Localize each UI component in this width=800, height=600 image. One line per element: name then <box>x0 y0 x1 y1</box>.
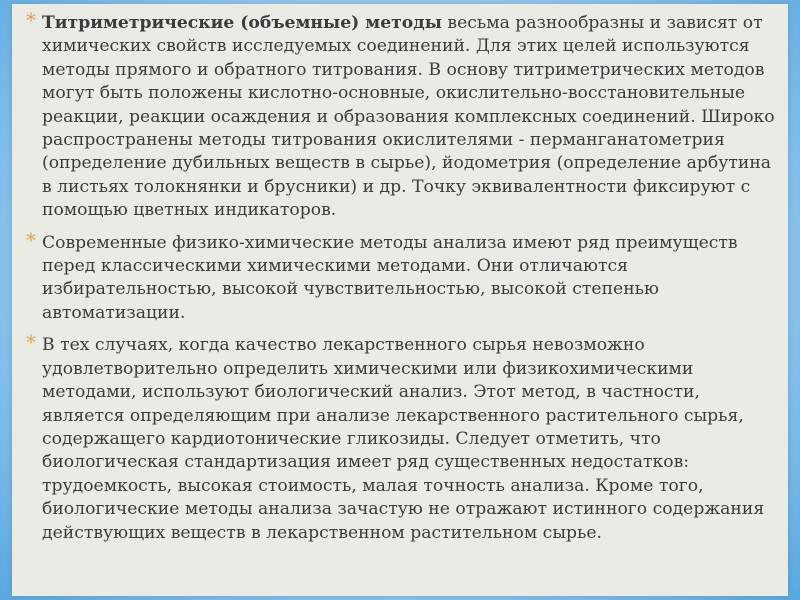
paragraph-text: Современные физико-химические методы анализа имеют ряд преимуществ перед классическими химическими методами. Они отличаются избирательностью, высокой чувствительностью, высокой степенью автоматизации. <box>42 232 738 323</box>
content-panel <box>12 4 788 596</box>
paragraph-text: В тех случаях, когда качество лекарственного сырья невозможно удовлетворительно определить химическими или физикохимическими методами, используют биологический анализ. Этот метод, в частности, является определяющим при анализе лекарственного растительного сырья, содержащего кардиотонические гликозиды. Следует отметить, что биологическая стандартизация имеет ряд существенных недостатков: трудоемкость, высокая стоимость, малая точность анализа. Кроме того, биологические методы анализа зачастую не отражают истинного содержания действующих веществ в лекарственном растительном сырье. <box>42 335 765 543</box>
paragraph-lead: Титриметрические (объемные) методы <box>42 13 442 33</box>
bullet-icon: * <box>26 330 36 355</box>
paragraph-titrimetric <box>26 8 786 223</box>
bullet-icon: * <box>26 8 36 32</box>
paragraph-text: весьма разнообразны и зависят от химических свойств исследуемых соединений. Для этих целей используются методы прямого и обратного титрования. В основу титриметрических методов могут быть положены кислотно-основные, окислительно-восстановительные реакции, реакции осаждения и образования комплексных соединений. Широко распространены методы титрования окислителями - перманганатометрия (определение дубильных веществ в сырье), йодометрия (определение арбутина в листьях толокнянки и брусники) и др. Точку эквивалентности фиксируют с помощью цветных индикаторов. <box>42 13 775 221</box>
text-body <box>26 8 786 554</box>
paragraph-physicochemical <box>26 227 786 326</box>
bullet-icon: * <box>26 227 36 252</box>
paragraph-biological <box>26 330 786 545</box>
